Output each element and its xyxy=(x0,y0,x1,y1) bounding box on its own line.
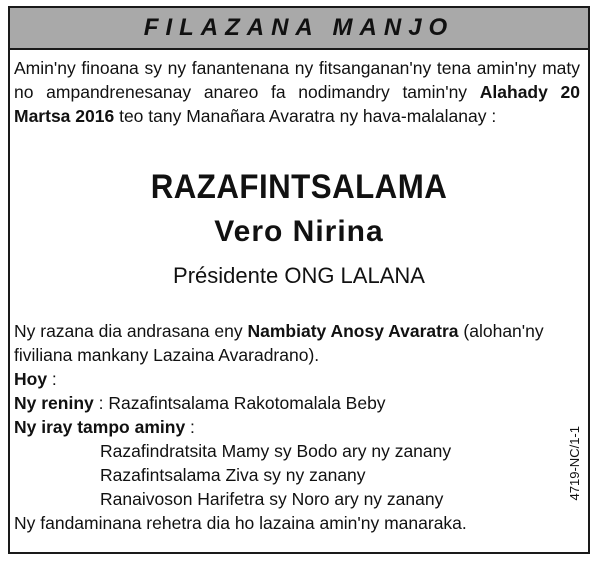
mother-label: Ny reniny xyxy=(14,393,94,413)
reference-code: 4719-NC/1-1 xyxy=(567,426,582,501)
deceased-role: Présidente ONG LALANA xyxy=(173,263,425,288)
hoy-line xyxy=(14,367,580,391)
intro-paragraph xyxy=(14,56,580,128)
intro-line-3-text: teo tany Manañara Avaratra ny hava-malalanay : xyxy=(114,106,497,126)
mother-line xyxy=(14,391,580,415)
hoy-label: Hoy xyxy=(14,369,48,389)
mother-name: : Razafintsalama Rakotomalala Beby xyxy=(93,393,386,413)
notice-title: FILAZANA MANJO xyxy=(10,8,588,50)
wake-location: Nambiaty Anosy Avaratra xyxy=(247,321,459,341)
wake-location-line xyxy=(14,319,580,343)
siblings-heading xyxy=(14,415,580,439)
sibling-item: Razafindratsita Mamy sy Bodo ary ny zanany xyxy=(100,441,452,461)
death-date: Martsa 2016 xyxy=(14,106,115,126)
intro-line-2-text: no ampandrenesanay anareo fa nodimandry tamin'ny xyxy=(14,82,480,102)
closing-line: Ny fandaminana rehetra dia ho lazaina amin'ny manaraka. xyxy=(14,513,467,533)
deceased-given-names: Vero Nirina xyxy=(214,215,384,248)
hoy-colon: : xyxy=(47,369,57,389)
death-day: Alahady 20 xyxy=(479,82,581,102)
wake-location-prefix: Ny razana dia andrasana eny xyxy=(14,321,248,341)
siblings-label: Ny iray tampo aminy xyxy=(14,417,186,437)
family-section xyxy=(14,319,580,535)
wake-location-line-2: fiviliana mankany Lazaina Avaradrano). xyxy=(14,345,320,365)
wake-location-suffix: (alohan'ny xyxy=(458,321,544,341)
notice-frame xyxy=(8,6,590,554)
sibling-item: Razafintsalama Ziva sy ny zanany xyxy=(100,465,366,485)
intro-line-3 xyxy=(14,106,496,126)
intro-line-2 xyxy=(14,80,580,104)
intro-line-1: Amin'ny finoana sy ny fanantenana ny fitsanganan'ny tena amin'ny maty xyxy=(14,58,580,78)
deceased-surname: RAZAFINTSALAMA xyxy=(150,168,448,206)
sibling-item: Ranaivoson Harifetra sy Noro ary ny zanany xyxy=(100,489,444,509)
siblings-colon: : xyxy=(185,417,195,437)
